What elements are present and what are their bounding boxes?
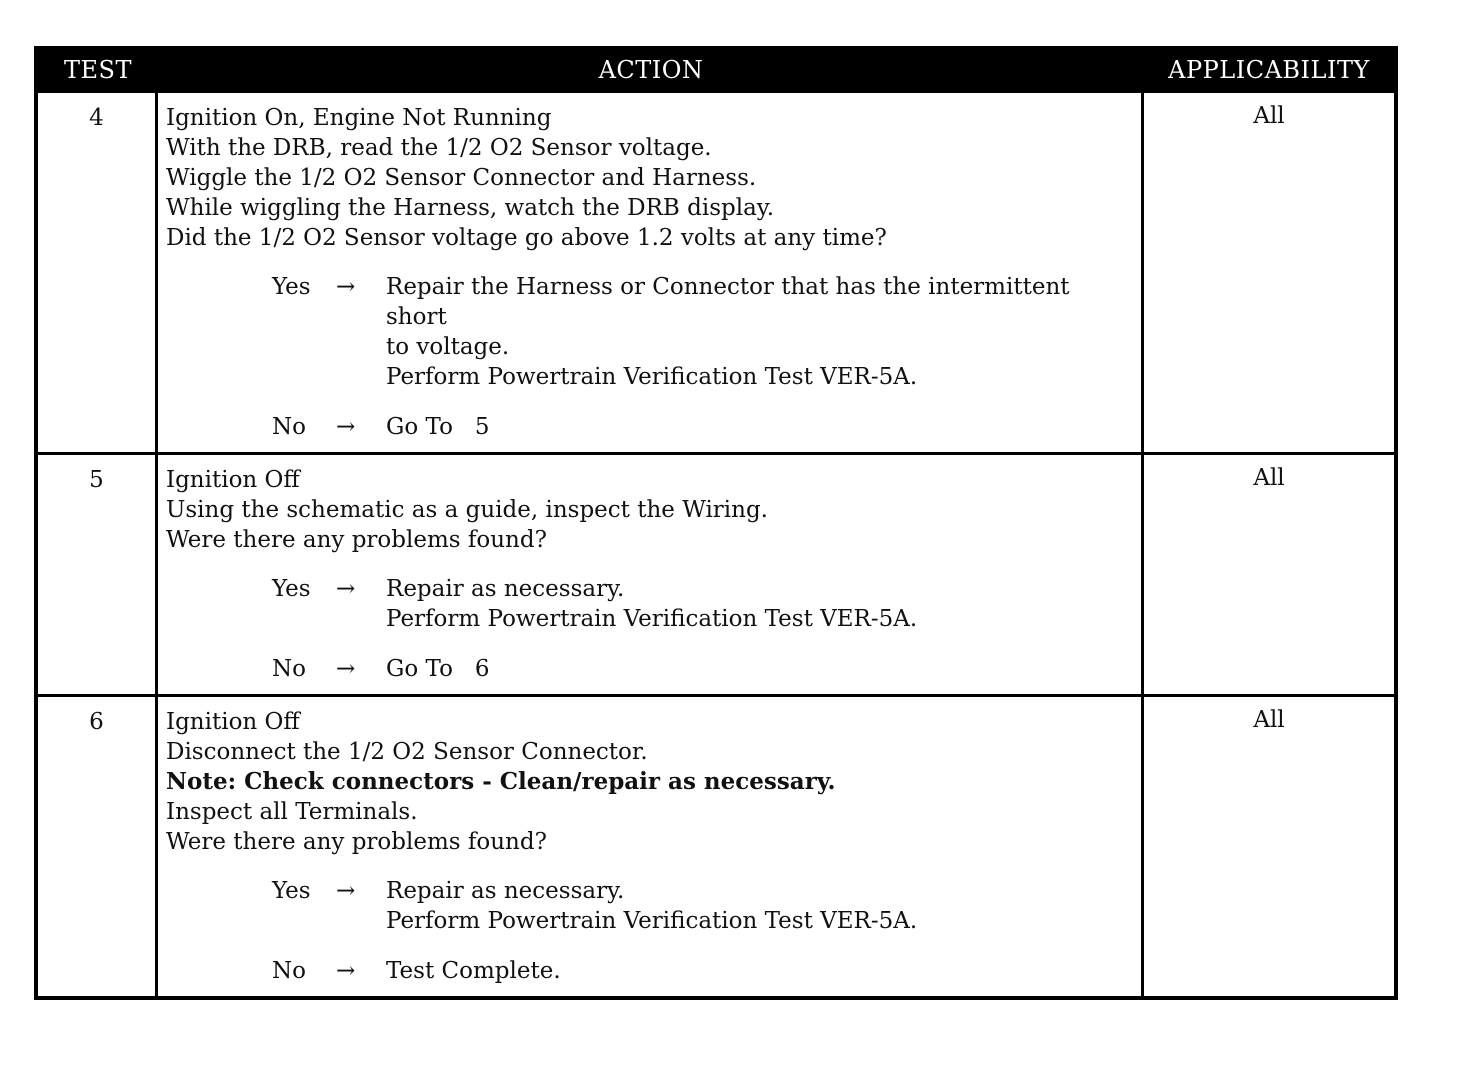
action-line: Ignition Off — [166, 709, 300, 735]
action-cell — [158, 697, 1144, 996]
action-line: Were there any problems found? — [166, 527, 547, 553]
action-note: Note: Check connectors - Clean/repair as necessary. — [166, 768, 836, 795]
right-arrow-icon: → — [336, 274, 356, 300]
outcome-no-text — [386, 956, 1135, 986]
outcome-line: Perform Powertrain Verification Test VER-5A. — [386, 364, 918, 390]
right-arrow-icon: → — [336, 878, 356, 904]
outcome-no-text — [386, 412, 1135, 442]
outcome-line: Test Complete. — [386, 958, 561, 984]
table-row-test-6 — [38, 694, 1394, 996]
outcome-no-text — [386, 654, 1135, 684]
outcome-yes-text — [386, 574, 1135, 634]
outcome-no — [166, 654, 1135, 684]
table-header — [38, 50, 1394, 90]
outcome-yes — [166, 574, 1135, 634]
action-line: Ignition Off — [166, 467, 300, 493]
header-action: ACTION — [598, 56, 704, 84]
applicability-value: All — [1253, 465, 1285, 491]
right-arrow-icon: → — [336, 414, 356, 440]
test-number: 6 — [38, 697, 158, 996]
test-number: 5 — [38, 455, 158, 694]
outcome-yes-text — [386, 876, 1135, 936]
right-arrow-icon: → — [336, 576, 356, 602]
diagnostic-test-table — [34, 46, 1398, 1000]
outcome-line: Repair as necessary. — [386, 576, 625, 602]
header-applicability: APPLICABILITY — [1168, 56, 1370, 84]
outcome-yes-text — [386, 272, 1135, 392]
outcome-line: Go To 5 — [386, 414, 490, 440]
applicability-value: All — [1253, 103, 1285, 129]
table-row-test-4 — [38, 90, 1394, 452]
action-cell — [158, 455, 1144, 694]
action-line: With the DRB, read the 1/2 O2 Sensor voltage. — [166, 135, 712, 161]
action-line: Did the 1/2 O2 Sensor voltage go above 1.2 volts at any time? — [166, 225, 887, 251]
outcome-yes-label: Yes — [272, 576, 311, 602]
outcome-line: Repair as necessary. — [386, 878, 625, 904]
outcome-no-label: No — [272, 414, 306, 440]
outcome-line: to voltage. — [386, 334, 510, 360]
outcome-no-label: No — [272, 656, 306, 682]
outcome-line: Go To 6 — [386, 656, 490, 682]
action-line: Wiggle the 1/2 O2 Sensor Connector and Harness. — [166, 165, 757, 191]
outcome-yes — [166, 272, 1135, 392]
outcomes — [166, 272, 1135, 442]
table-row-test-5 — [38, 452, 1394, 694]
action-line: Ignition On, Engine Not Running — [166, 105, 552, 131]
action-line: Disconnect the 1/2 O2 Sensor Connector. — [166, 739, 648, 765]
applicability-value: All — [1253, 707, 1285, 733]
outcome-no — [166, 956, 1135, 986]
outcome-line: Perform Powertrain Verification Test VER-5A. — [386, 908, 918, 934]
action-line: Using the schematic as a guide, inspect the Wiring. — [166, 497, 768, 523]
outcome-yes — [166, 876, 1135, 936]
action-line: Inspect all Terminals. — [166, 799, 418, 825]
right-arrow-icon: → — [336, 958, 356, 984]
outcome-line: Repair the Harness or Connector that has the intermittent short — [386, 274, 1070, 330]
outcome-yes-label: Yes — [272, 878, 311, 904]
outcomes — [166, 574, 1135, 684]
header-test: TEST — [64, 56, 132, 84]
action-line: While wiggling the Harness, watch the DRB display. — [166, 195, 775, 221]
action-line: Were there any problems found? — [166, 829, 547, 855]
right-arrow-icon: → — [336, 656, 356, 682]
outcome-no — [166, 412, 1135, 442]
outcome-no-label: No — [272, 958, 306, 984]
action-cell — [158, 93, 1144, 452]
outcomes — [166, 876, 1135, 986]
outcome-yes-label: Yes — [272, 274, 311, 300]
test-number: 4 — [38, 93, 158, 452]
outcome-line: Perform Powertrain Verification Test VER-5A. — [386, 606, 918, 632]
